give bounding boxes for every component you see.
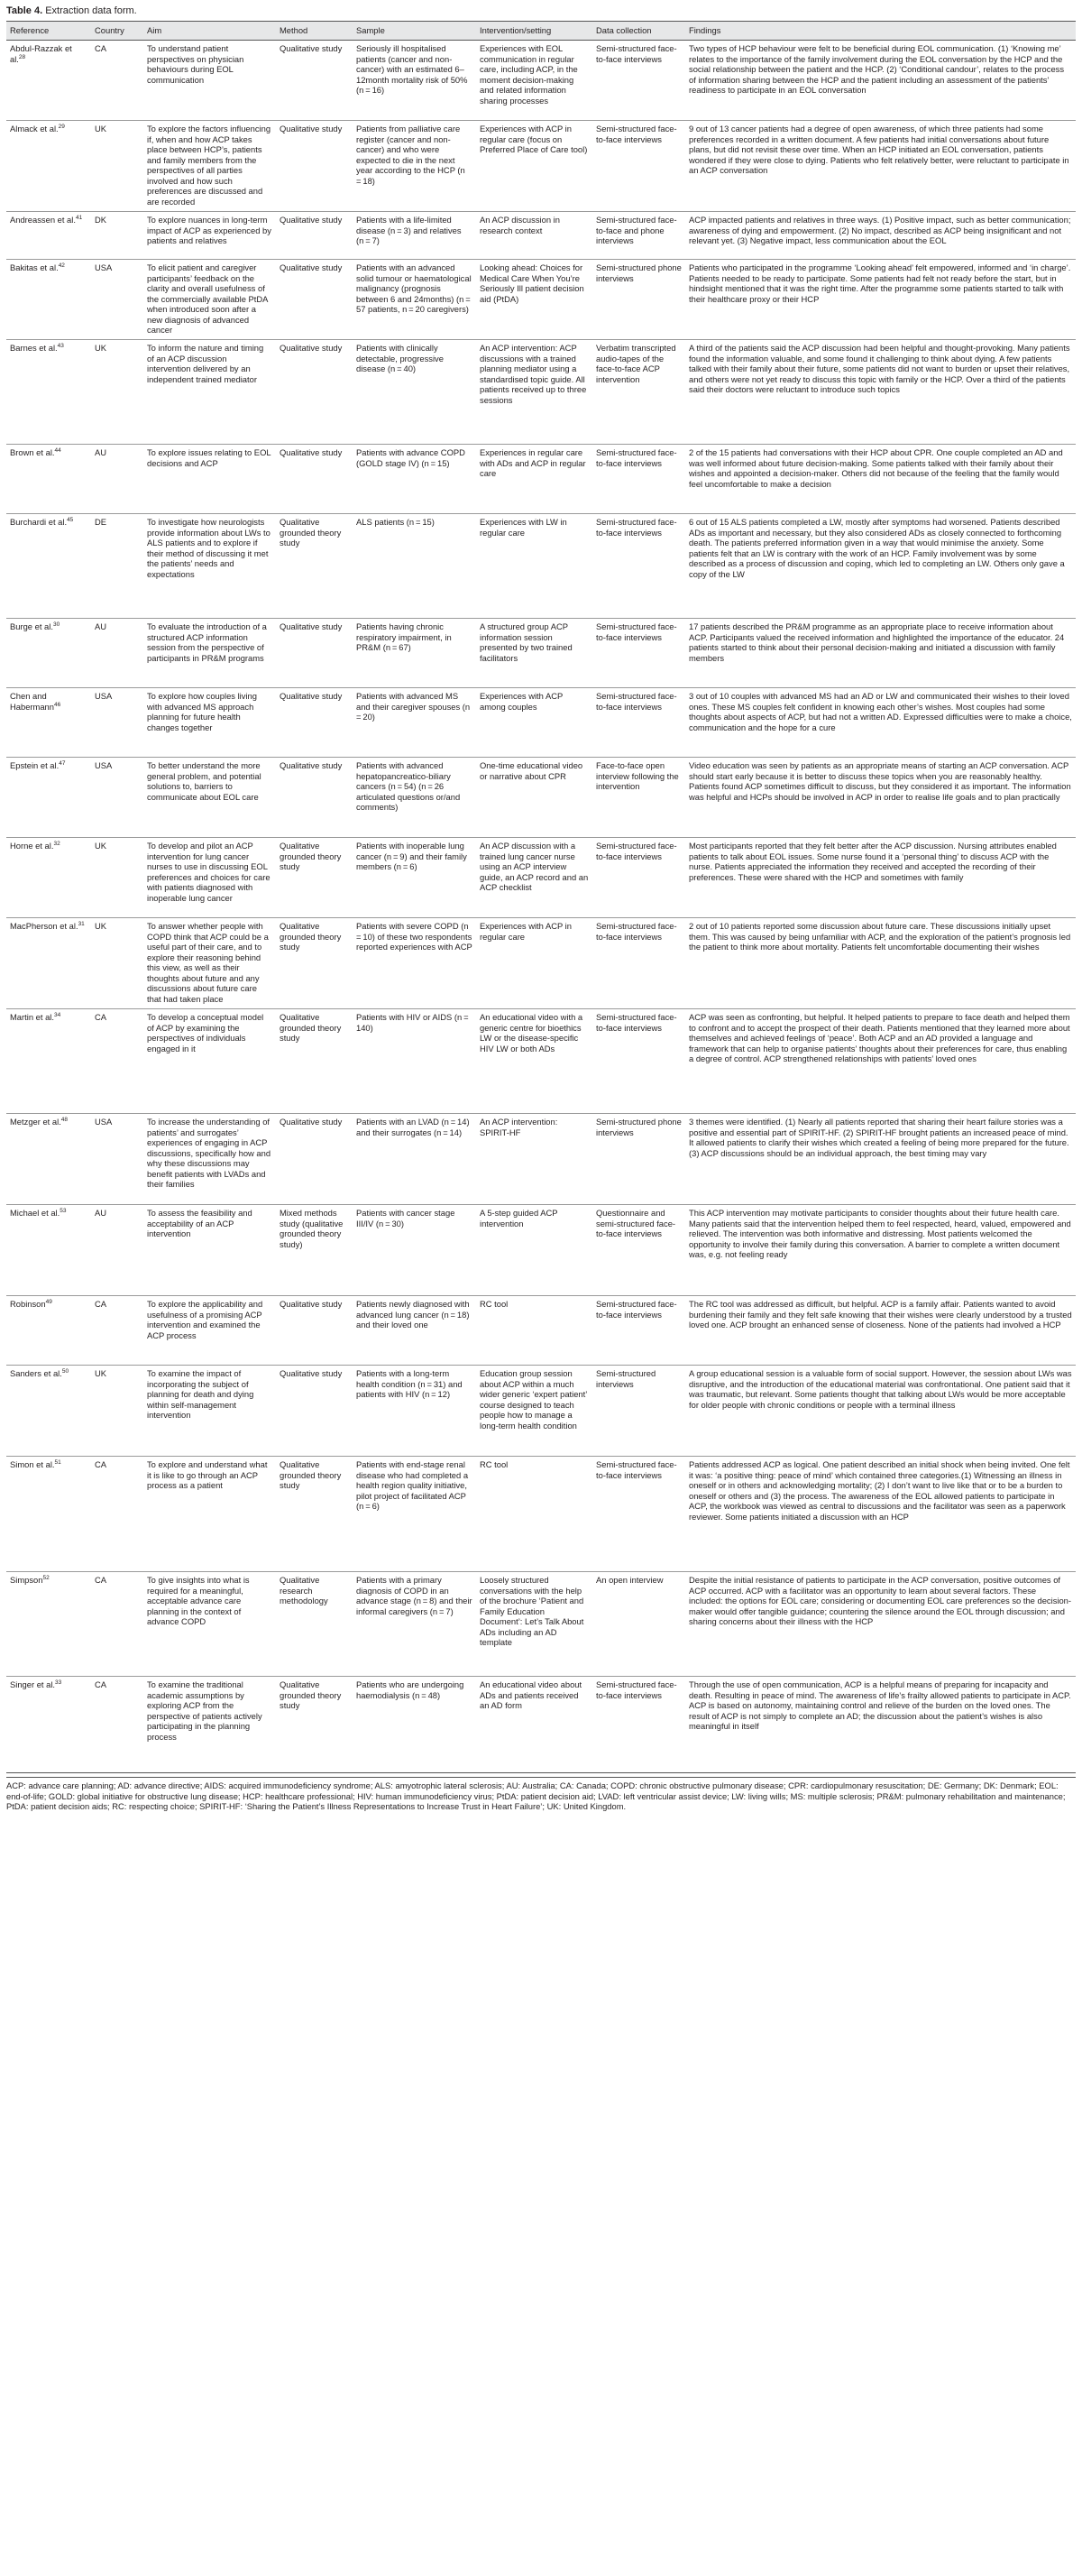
table-row (6, 1572, 1076, 1677)
method-cell: Qualitative study (276, 212, 353, 260)
reference-number: 53 (60, 1207, 67, 1214)
reference-number: 47 (59, 759, 66, 767)
findings-cell: 17 patients described the PR&M programme as an appropriate place to receive information about ACP. Participants valued the received information and highlighted the importance of the educator. 24 patients started to think about their personal decision-making and initiated a discussion with family members (685, 619, 1076, 688)
country-cell: AU (91, 445, 143, 514)
reference-cell (6, 619, 91, 688)
country-cell: CA (91, 1677, 143, 1773)
reference-author: Barnes et al. (10, 343, 58, 353)
method-cell: Qualitative study (276, 340, 353, 445)
reference-number: 52 (42, 1574, 50, 1581)
reference-cell (6, 838, 91, 918)
reference-cell (6, 1296, 91, 1366)
findings-cell: Patients who participated in the programme ‘Looking ahead’ felt empowered, informed and ‘in charge’. Patients needed to be ready to participate. Some patients had felt not ready before the start, but in hindsight mentioned that it was the right time. After the programme some patients started to talk with their healthcare proxy or their HCP (685, 260, 1076, 340)
reference-cell (6, 1366, 91, 1457)
reference-author: Andreassen et al. (10, 215, 76, 225)
method-cell: Qualitative study (276, 260, 353, 340)
table-row (6, 619, 1076, 688)
reference-number: 51 (54, 1458, 61, 1466)
reference-author: Robinson (10, 1299, 46, 1309)
reference-cell (6, 41, 91, 121)
table-row (6, 260, 1076, 340)
table-row (6, 758, 1076, 838)
setting-cell: RC tool (476, 1457, 592, 1572)
setting-cell: An educational video with a generic centre for bioethics LW or the disease-specific HIV LW or both ADs (476, 1009, 592, 1114)
reference-number: 31 (78, 920, 85, 927)
sample-cell: Patients with clinically detectable, progressive disease (n = 40) (353, 340, 476, 445)
setting-cell: Experiences with LW in regular care (476, 514, 592, 619)
aim-cell: To examine the impact of incorporating the subject of planning for death and dying within self-management intervention (143, 1366, 276, 1457)
table-row (6, 1296, 1076, 1366)
method-cell: Qualitative study (276, 1114, 353, 1205)
method-cell: Qualitative grounded theory study (276, 918, 353, 1009)
reference-author: Metzger et al. (10, 1117, 61, 1127)
reference-cell (6, 688, 91, 758)
method-cell: Qualitative study (276, 619, 353, 688)
reference-number: 42 (58, 262, 65, 269)
sample-cell: Patients with inoperable lung cancer (n = 9) and their family members (n = 6) (353, 838, 476, 918)
findings-cell: The RC tool was addressed as difficult, but helpful. ACP is a family affair. Patients wanted to avoid burdening their family and they felt safe knowing that their wishes were clearly understood by a trusted loved one. ACP brought an enhanced sense of closeness. None of the patients had involved a HCP (685, 1296, 1076, 1366)
reference-author: Chen and Habermann (10, 691, 54, 712)
header-row (6, 22, 1076, 41)
country-cell: USA (91, 1114, 143, 1205)
reference-cell (6, 340, 91, 445)
country-cell: UK (91, 340, 143, 445)
findings-cell: ACP was seen as confronting, but helpful. It helped patients to prepare to face death and helped them to confront and to accept the prospect of their death. Patients mentioned that they learned more about themselves and achieved feelings of ‘peace’. Both ACP and an AD provided a language and framework that can help to organise patients’ thoughts about their preferences for care, thus enabling a degree of control. ACP strengthened relationships with patients’ loved ones (685, 1009, 1076, 1114)
reference-number: 28 (18, 53, 26, 60)
reference-cell (6, 1009, 91, 1114)
findings-cell: 6 out of 15 ALS patients completed a LW, mostly after symptoms had worsened. Patients described ADs as important and necessary, but they also considered ADs as closely connected to forthcoming death. The patients preferred information given in a way that would minimise the anxiety. Some patients felt that an LW is contrary with the work of an HCP. Family involvement was by some described as a process of discussion and coping, which led to completing an LW. Others only gave a copy of the LW (685, 514, 1076, 619)
findings-cell: 2 of the 15 patients had conversations with their HCP about CPR. One couple completed an AD and was well informed about future decision-making. Some patients talked with their family about their wishes and appointed a decision-maker. Others did not because of the feeling that the family would feel uncomfortable to make a decision (685, 445, 1076, 514)
sample-cell: Patients with a long-term health condition (n = 31) and patients with HIV (n = 12) (353, 1366, 476, 1457)
reference-cell (6, 1205, 91, 1296)
sample-cell: Patients who are undergoing haemodialysis (n = 48) (353, 1677, 476, 1773)
reference-number: 30 (52, 621, 60, 628)
reference-cell (6, 514, 91, 619)
setting-cell: Experiences with ACP in regular care (focus on Preferred Place of Care tool) (476, 121, 592, 212)
setting-cell: Experiences with EOL communication in regular care, including ACP, in the moment decision-making and related information sharing processes (476, 41, 592, 121)
country-cell: USA (91, 688, 143, 758)
aim-cell: To explore issues relating to EOL decisions and ACP (143, 445, 276, 514)
aim-cell: To increase the understanding of patients’ and surrogates’ experiences of engaging in ACP discussions, specifically how and why these discussions may benefit patients with LVADs and their families (143, 1114, 276, 1205)
method-cell: Qualitative grounded theory study (276, 838, 353, 918)
aim-cell: To inform the nature and timing of an ACP discussion intervention delivered by an independent trained mediator (143, 340, 276, 445)
table-row (6, 1114, 1076, 1205)
country-cell: CA (91, 1572, 143, 1677)
aim-cell: To evaluate the introduction of a structured ACP information session from the perspective of participants in PR&M programs (143, 619, 276, 688)
sample-cell: Patients with advanced MS and their caregiver spouses (n = 20) (353, 688, 476, 758)
sample-cell: Patients with severe COPD (n = 10) of these two respondents reported experiences with ACP (353, 918, 476, 1009)
findings-cell: Despite the initial resistance of patients to participate in the ACP conversation, positive outcomes of ACP occurred. ACP with a facilitator was an opportunity to learn about several factors. These included: the options for EOL care; considering or documenting EOL care preferences so the decision-maker would offer tangible guidance; countering the silence around the EOL through discussion; and sharing concerns about their illness with the HCP (685, 1572, 1076, 1677)
sample-cell: Patients with a primary diagnosis of COPD in an advance stage (n = 8) and their informal caregivers (n = 7) (353, 1572, 476, 1677)
findings-cell: A group educational session is a valuable form of social support. However, the session about LWs was disruptive, and the introduction of the educational material was confrontational. One patient said that it was traumatic, but relevant. Some patients thought that talking about LWs would be more acceptable for older people with chronic conditions or people with a terminal illness (685, 1366, 1076, 1457)
reference-author: Burge et al. (10, 621, 53, 631)
reference-number: 43 (57, 342, 64, 349)
aim-cell: To answer whether people with COPD think that ACP could be a useful part of their care, and to explore their reasoning behind this view, as well as their thoughts about future and any discussions about future care that had taken place (143, 918, 276, 1009)
sample-cell: Patients with end-stage renal disease who had completed a health region quality initiative, pilot project of facilitated ACP (n = 6) (353, 1457, 476, 1572)
setting-cell: Education group session about ACP within a much wider generic ‘expert patient’ course designed to teach people how to manage a long-term health condition (476, 1366, 592, 1457)
sample-cell: Patients newly diagnosed with advanced lung cancer (n = 18) and their loved one (353, 1296, 476, 1366)
table-row (6, 514, 1076, 619)
data-collection-cell: Semi-structured face-to-face interviews (592, 41, 685, 121)
method-cell: Qualitative grounded theory study (276, 514, 353, 619)
country-cell: CA (91, 1457, 143, 1572)
reference-author: Sanders et al. (10, 1368, 62, 1378)
findings-cell: 3 themes were identified. (1) Nearly all patients reported that sharing their heart failure stories was a positive and essential part of SPIRIT-HF. (2) SPIRIT-HF brought patients an increased peace of mind. It allowed patients to clarify their wishes which created a feeling of being more prepared for the future. (3) ACP discussions should be an individual approach, the best timing may vary (685, 1114, 1076, 1205)
findings-cell: Through the use of open communication, ACP is a helpful means of preparing for incapacity and death. Resulting in peace of mind. The awareness of life’s frailty allowed patients to participate in ACP. ACP is based on autonomy, maintaining control and relieve of the burden on the loved ones. The result of ACP is not simply to complete an AD; the discussion about the patient’s wishes is also meaningful in itself (685, 1677, 1076, 1773)
aim-cell: To develop and pilot an ACP intervention for lung cancer nurses to use in discussing EOL preferences and choices for care with patients diagnosed with inoperable lung cancer (143, 838, 276, 918)
findings-cell: This ACP intervention may motivate participants to consider thoughts about their future health care. Many patients said that the intervention helped them to feel respected, heard, valued, empowered and relieved. The intervention was both informative and distressing. Most patients welcomed the opportunity to involve their family during this conversation. A barrier to complete a written document was, e.g. not feeling ready (685, 1205, 1076, 1296)
findings-cell: 2 out of 10 patients reported some discussion about future care. These discussions initially upset them. This was caused by being unfamiliar with ACP, and the exploration of the patient’s prognosis led the patient to think more about mortality. Patients felt uncomfortable documenting their wishes (685, 918, 1076, 1009)
method-cell: Qualitative study (276, 445, 353, 514)
country-cell: CA (91, 1296, 143, 1366)
sample-cell: Patients with advanced hepatopancreatico-biliary cancers (n = 54) (n = 26 articulated questions or/and comments) (353, 758, 476, 838)
findings-cell: ACP impacted patients and relatives in three ways. (1) Positive impact, such as better communication; awareness of dying and empowerment. (2) No impact, described as ACP being insignificant and not relevant yet. (3) Negative impact, less communication about the EOL (685, 212, 1076, 260)
data-collection-cell: Semi-structured face-to-face interviews (592, 1457, 685, 1572)
setting-cell: A structured group ACP information session presented by two trained facilitators (476, 619, 592, 688)
aim-cell: To understand patient perspectives on physician behaviours during EOL communication (143, 41, 276, 121)
header-method: Method (276, 22, 353, 41)
setting-cell: An educational video about ADs and patients received an AD form (476, 1677, 592, 1773)
reference-number: 50 (61, 1367, 69, 1375)
data-collection-cell: Semi-structured face-to-face interviews (592, 1677, 685, 1773)
setting-cell: An ACP intervention: ACP discussions with a trained planning mediator using a standardised topic guide. All patients received up to three sessions (476, 340, 592, 445)
method-cell: Qualitative study (276, 688, 353, 758)
method-cell: Qualitative grounded theory study (276, 1009, 353, 1114)
table-body (6, 41, 1076, 1773)
table-header (6, 22, 1076, 41)
header-country: Country (91, 22, 143, 41)
aim-cell: To elicit patient and caregiver participants’ feedback on the clarity and overall usefulness of the commercially available PtDA when introduced soon after a new diagnosis of advanced cancer (143, 260, 276, 340)
data-collection-cell: Semi-structured face-to-face interviews (592, 445, 685, 514)
table-row (6, 1457, 1076, 1572)
reference-number: 49 (45, 1298, 52, 1305)
data-collection-cell: An open interview (592, 1572, 685, 1677)
table-row (6, 1366, 1076, 1457)
data-collection-cell: Semi-structured face-to-face interviews (592, 121, 685, 212)
country-cell: CA (91, 41, 143, 121)
setting-cell: A 5-step guided ACP intervention (476, 1205, 592, 1296)
reference-author: Almack et al. (10, 124, 59, 133)
reference-author: Michael et al. (10, 1208, 60, 1218)
country-cell: DK (91, 212, 143, 260)
data-collection-cell: Semi-structured face-to-face interviews (592, 688, 685, 758)
setting-cell: One-time educational video or narrative about CPR (476, 758, 592, 838)
reference-cell (6, 260, 91, 340)
aim-cell: To develop a conceptual model of ACP by examining the perspectives of individuals engaged in it (143, 1009, 276, 1114)
method-cell: Qualitative grounded theory study (276, 1677, 353, 1773)
reference-number: 32 (53, 840, 60, 847)
data-collection-cell: Verbatim transcripted audio-tapes of the face-to-face ACP intervention (592, 340, 685, 445)
data-collection-cell: Semi-structured phone interviews (592, 1114, 685, 1205)
setting-cell: An ACP intervention: SPIRIT-HF (476, 1114, 592, 1205)
table-row (6, 688, 1076, 758)
reference-cell (6, 1572, 91, 1677)
table-row (6, 41, 1076, 121)
data-collection-cell: Semi-structured face-to-face interviews (592, 619, 685, 688)
country-cell: UK (91, 838, 143, 918)
country-cell: UK (91, 121, 143, 212)
table-row (6, 445, 1076, 514)
setting-cell: An ACP discussion with a trained lung cancer nurse using an ACP interview guide, an ACP record and an ACP checklist (476, 838, 592, 918)
sample-cell: Patients with an LVAD (n = 14) and their surrogates (n = 14) (353, 1114, 476, 1205)
findings-cell: Video education was seen by patients as an appropriate means of starting an ACP conversation. ACP should start early because it is better to discuss these topics when you are reasonably healthy. Patients found ACP sometimes difficult to discuss, but they considered it as important. The information was helpful and HCPs should be involved in ACP in order to realise life goals and to plan practically (685, 758, 1076, 838)
method-cell: Qualitative study (276, 1296, 353, 1366)
table-row (6, 1677, 1076, 1773)
sample-cell: Patients with HIV or AIDS (n = 140) (353, 1009, 476, 1114)
table-label: Table 4. (6, 5, 43, 16)
reference-author: Simpson (10, 1575, 43, 1585)
reference-number: 44 (54, 446, 61, 454)
reference-author: Abdul-Razzak et al. (10, 43, 72, 64)
aim-cell: To examine the traditional academic assumptions by exploring ACP from the perspective of patients actively participating in the planning process (143, 1677, 276, 1773)
aim-cell: To investigate how neurologists provide information about LWs to ALS patients and to explore if their method of discussing it met the patients’ needs and expectations (143, 514, 276, 619)
findings-cell: 9 out of 13 cancer patients had a degree of open awareness, of which three patients had some preferences recorded in a written document. A few patients had initial conversations about future plans, but did not revisit these over time. When an HCP initiated an EOL conversation, patients wondered if they were close to dying. Patients who felt relatively better, were reluctant to participate in an ACP conversation (685, 121, 1076, 212)
aim-cell: To better understand the more general problem, and potential solutions to, barriers to communicate about EOL care (143, 758, 276, 838)
aim-cell: To explore the factors influencing if, when and how ACP takes place between HCP’s, patients and family members from the perspectives of all parties involved and how such preferences are discussed and are recorded (143, 121, 276, 212)
data-collection-cell: Semi-structured face-to-face interviews (592, 838, 685, 918)
data-collection-cell: Semi-structured phone interviews (592, 260, 685, 340)
method-cell: Qualitative study (276, 758, 353, 838)
reference-author: Bakitas et al. (10, 262, 59, 272)
reference-author: Simon et al. (10, 1459, 55, 1469)
findings-cell: Two types of HCP behaviour were felt to be beneficial during EOL communication. (1) ‘Knowing me’ relates to the importance of the family involvement during the EOL conversation by the HCP and the social relationship between the patient and the HCP. (2) ‘Conditional candour’, relates to the process of information sharing between the HCP and the patient including an assessment of the patients’ readiness to participate in an EOL conversation (685, 41, 1076, 121)
reference-cell (6, 121, 91, 212)
country-cell: AU (91, 1205, 143, 1296)
findings-cell: Patients addressed ACP as logical. One patient described an initial shock when being invited. One felt it was: ‘a positive thing: peace of mind’ which contained three categories.(1) Witnessing an illness in oneself or in others and acknowledging mortality; (2) I don’t want to live like that or to be a burden to oneself or others and (3) the process. The awareness of the EOL allowed patients to participate in ACP, the workbook was viewed as central to discussions and the facilitator was seen as a paperwork reviewer. Some patients initiated a discussion with an HCP (685, 1457, 1076, 1572)
setting-cell: Experiences with ACP in regular care (476, 918, 592, 1009)
sample-cell: Patients from palliative care register (cancer and non-cancer) and who were expected to die in the next year according to the HCP (n = 18) (353, 121, 476, 212)
aim-cell: To explore the applicability and usefulness of a promising ACP intervention and examined the ACP process (143, 1296, 276, 1366)
reference-cell (6, 1457, 91, 1572)
table-caption (6, 5, 1076, 17)
reference-cell (6, 1677, 91, 1773)
reference-author: Brown et al. (10, 447, 55, 457)
reference-author: Singer et al. (10, 1679, 56, 1689)
reference-number: 41 (75, 214, 83, 221)
sample-cell: Patients with advance COPD (GOLD stage IV) (n = 15) (353, 445, 476, 514)
aim-cell: To explore how couples living with advanced MS approach planning for future health changes together (143, 688, 276, 758)
sample-cell: Patients with an advanced solid tumour or haematological malignancy (prognosis between 6 and 24months) (n = 57 patients, n = 20 caregivers) (353, 260, 476, 340)
findings-cell: Most participants reported that they felt better after the ACP discussion. Nursing attributes enabled patients to talk about EOL issues. Some nurse found it a ‘personal thing’ to discuss ACP with the nurse. Patients appreciated the information they received and accepted the recording of their preferences. These were shared with the HCP and sometimes with family (685, 838, 1076, 918)
header-reference: Reference (6, 22, 91, 41)
extraction-data-table (6, 21, 1076, 1773)
country-cell: AU (91, 619, 143, 688)
method-cell: Qualitative grounded theory study (276, 1457, 353, 1572)
country-cell: DE (91, 514, 143, 619)
reference-cell (6, 212, 91, 260)
header-findings: Findings (685, 22, 1076, 41)
country-cell: USA (91, 758, 143, 838)
reference-cell (6, 445, 91, 514)
sample-cell: Patients with a life-limited disease (n = 3) and relatives (n = 7) (353, 212, 476, 260)
table-row (6, 1205, 1076, 1296)
reference-author: MacPherson et al. (10, 921, 78, 931)
table-title: Extraction data form. (45, 5, 137, 16)
data-collection-cell: Semi-structured face-to-face and phone interviews (592, 212, 685, 260)
reference-number: 46 (54, 701, 61, 708)
data-collection-cell: Semi-structured interviews (592, 1366, 685, 1457)
sample-cell: Patients with cancer stage III/IV (n = 30) (353, 1205, 476, 1296)
header-sample: Sample (353, 22, 476, 41)
country-cell: CA (91, 1009, 143, 1114)
reference-number: 45 (67, 516, 74, 523)
reference-author: Horne et al. (10, 841, 54, 851)
aim-cell: To explore nuances in long-term impact of ACP as experienced by patients and relatives (143, 212, 276, 260)
table-row (6, 1009, 1076, 1114)
reference-author: Martin et al. (10, 1012, 54, 1022)
table-row (6, 340, 1076, 445)
table-row (6, 121, 1076, 212)
findings-cell: 3 out of 10 couples with advanced MS had an AD or LW and communicated their wishes to their loved ones. These MS couples felt confident in knowing each other’s wishes. Most couples had some thoughts about aspects of ACP, but had not a written AD. Expressed difficulties were to make a choice, communication and the hope for a cure (685, 688, 1076, 758)
sample-cell: ALS patients (n = 15) (353, 514, 476, 619)
data-collection-cell: Questionnaire and semi-structured face-to-face interviews (592, 1205, 685, 1296)
table-footnote: ACP: advance care planning; AD: advance directive; AIDS: acquired immunodeficiency syndrome; ALS: amyotrophic lateral sclerosis; AU: Australia; CA: Canada; COPD: chronic obstructive pulmonary disease; CPR: cardiopulmonary resuscitation; DE: Germany; DK: Denmark; EOL: end-of-life; GOLD: global initiative for obstructive lung disease; HCP: healthcare professional; HIV: human immunodeficiency virus; PtDA: patient decision aid; LVAD: left ventricular assist device; LW: living wills; MS: multiple sclerosis; PR&M: pulmonary rehabilitation and maintenance; PtDA: patient decision aids; RC: respecting choice; SPIRIT-HF: ‘Sharing the Patient’s Illness Representations to Increase Trust in Heart Failure’; UK: United Kingdom. (6, 1777, 1076, 1812)
reference-author: Epstein et al. (10, 760, 60, 770)
data-collection-cell: Semi-structured face-to-face interviews (592, 1296, 685, 1366)
reference-cell (6, 1114, 91, 1205)
setting-cell: Loosely structured conversations with the help of the brochure ‘Patient and Family Education Document’: Let’s Talk About ADs including an AD template (476, 1572, 592, 1677)
method-cell: Qualitative study (276, 121, 353, 212)
method-cell: Qualitative research methodology (276, 1572, 353, 1677)
reference-number: 34 (53, 1011, 61, 1018)
setting-cell: Looking ahead: Choices for Medical Care When You’re Seriously Ill patient decision aid (PtDA) (476, 260, 592, 340)
reference-number: 33 (55, 1679, 62, 1686)
aim-cell: To explore and understand what it is like to go through an ACP process as a patient (143, 1457, 276, 1572)
country-cell: USA (91, 260, 143, 340)
reference-number: 29 (58, 123, 65, 130)
reference-author: Burchardi et al. (10, 517, 68, 527)
method-cell: Mixed methods study (qualitative grounded theory study) (276, 1205, 353, 1296)
reference-number: 48 (60, 1116, 69, 1123)
setting-cell: RC tool (476, 1296, 592, 1366)
table-row (6, 838, 1076, 918)
country-cell: UK (91, 918, 143, 1009)
country-cell: UK (91, 1366, 143, 1457)
table-row (6, 212, 1076, 260)
header-intervention-setting: Intervention/setting (476, 22, 592, 41)
data-collection-cell: Semi-structured face-to-face interviews (592, 514, 685, 619)
setting-cell: Experiences in regular care with ADs and ACP in regular care (476, 445, 592, 514)
sample-cell: Seriously ill hospitalised patients (cancer and non-cancer) with an estimated 6–12month mortality risk of 50% (n = 16) (353, 41, 476, 121)
method-cell: Qualitative study (276, 41, 353, 121)
method-cell: Qualitative study (276, 1366, 353, 1457)
data-collection-cell: Semi-structured face-to-face interviews (592, 918, 685, 1009)
setting-cell: An ACP discussion in research context (476, 212, 592, 260)
table-row (6, 918, 1076, 1009)
sample-cell: Patients having chronic respiratory impairment, in PR&M (n = 67) (353, 619, 476, 688)
aim-cell: To assess the feasibility and acceptability of an ACP intervention (143, 1205, 276, 1296)
aim-cell: To give insights into what is required for a meaningful, acceptable advance care planning in the context of advance COPD (143, 1572, 276, 1677)
reference-cell (6, 918, 91, 1009)
setting-cell: Experiences with ACP among couples (476, 688, 592, 758)
header-data-collection: Data collection (592, 22, 685, 41)
data-collection-cell: Face-to-face open interview following the intervention (592, 758, 685, 838)
findings-cell: A third of the patients said the ACP discussion had been helpful and thought-provoking. Many patients found the information valuable, and some found it challenging to think about dying. A few patients talked with their family about their future, some patients did not want to burden or upset their relatives, and others were not yet ready to discuss this topic with family or the HCP. Over a third of the patients said their doctors were reluctant to introduce such topics (685, 340, 1076, 445)
data-collection-cell: Semi-structured face-to-face interviews (592, 1009, 685, 1114)
header-aim: Aim (143, 22, 276, 41)
reference-cell (6, 758, 91, 838)
